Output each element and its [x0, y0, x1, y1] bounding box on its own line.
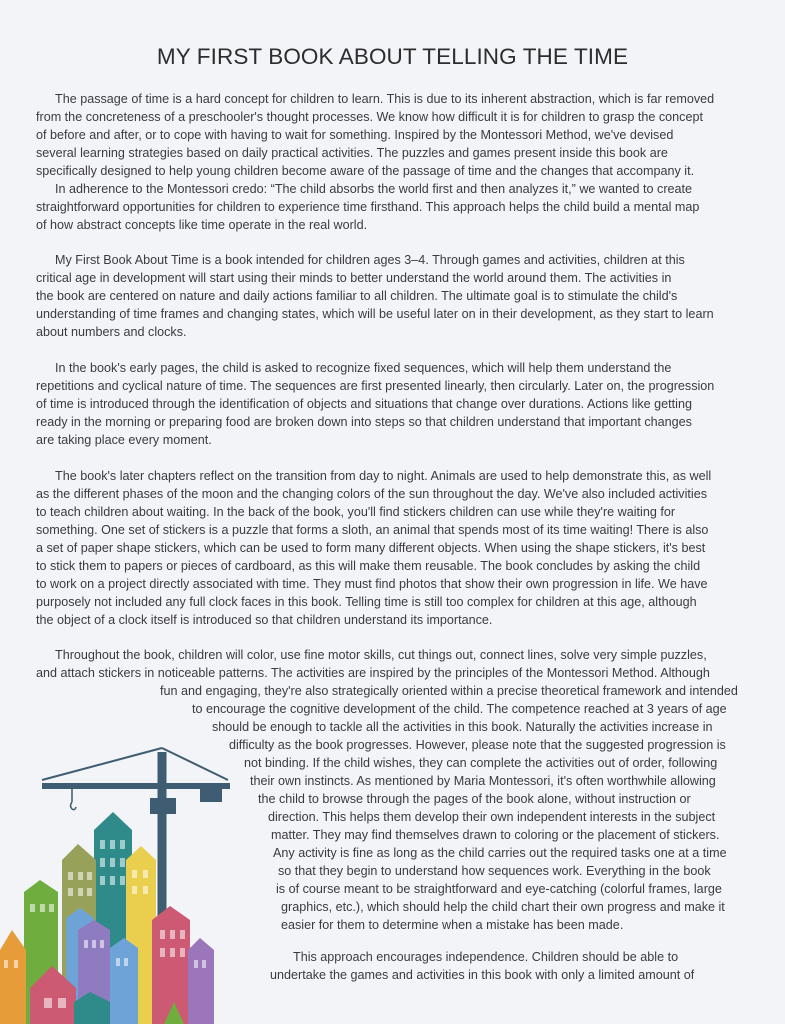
text-line: The passage of time is a hard concept for children to learn. This is due to its inherent abstraction, which is far removed [55, 92, 715, 106]
text-line: direction. This helps them develop their own independent interests in the subject [268, 810, 716, 824]
text-line: Any activity is fine as long as the child carries out the required tasks one at a time [273, 846, 727, 860]
text-line: specifically designed to help young children become aware of the passage of time and the changes that accompany it. [36, 164, 695, 178]
text-line: of before and after, or to cope with having to wait for something. Inspired by the Montessori Method, we've devised [36, 128, 674, 142]
text-line: difficulty as the book progresses. However, please note that the suggested progression is [229, 738, 726, 752]
text-line: and attach stickers in noticeable patterns. The activities are inspired by the principles of the Montessori Method. Although [36, 666, 710, 680]
text-line: about numbers and clocks. [36, 325, 187, 339]
text-line: easier for them to determine when a mistake has been made. [281, 918, 624, 932]
text-line: to work on a project directly associated with time. They must find photos that show their own progression in life. We have [36, 577, 708, 591]
text-line: undertake the games and activities in this book with only a limited amount of [270, 968, 695, 982]
text-line: is of course meant to be straightforward and eye-catching (colorful frames, large [276, 882, 722, 896]
text-line: their own instincts. As mentioned by Maria Montessori, it's often worthwhile allowing [250, 774, 716, 788]
page-title: MY FIRST BOOK ABOUT TELLING THE TIME [156, 44, 629, 69]
text-line: fun and engaging, they're also strategically oriented within a precise theoretical framework and intended [160, 684, 738, 698]
text-line: to stick them to papers or pieces of cardboard, as this will make them reusable. The book concludes by asking the child [36, 559, 701, 573]
text-line: of how abstract concepts like time operate in the real world. [36, 218, 368, 232]
text-line: critical age in development will start using their minds to better understand the world around them. The activities in [36, 271, 672, 285]
text-line: are taking place every moment. [36, 433, 212, 447]
text-line: Throughout the book, children will color, use fine motor skills, cut things out, connect lines, solve very simple puzzles, [55, 648, 707, 662]
text-line: as the different phases of the moon and the changing colors of the sun throughout the day. We've also included activities [36, 487, 708, 501]
text-line: a set of paper shape stickers, which can be used to form many different objects. When using the shape stickers, it's best [36, 541, 706, 555]
text-line: My First Book About Time is a book intended for children ages 3–4. Through games and activities, children at this [55, 253, 685, 267]
text-line: from the concreteness of a preschooler's thought processes. We know how difficult it is for children to grasp the concept [36, 110, 703, 124]
text-line: to encourage the cognitive development of the child. The competence reached at 3 years of age [192, 702, 727, 716]
text-line: the object of a clock itself is introduced so that children understand its importance. [36, 613, 493, 627]
text-line: In the book's early pages, the child is asked to recognize fixed sequences, which will help them understand the [55, 361, 672, 375]
text-line: of time is introduced through the identification of objects and situations that change over durations. Actions like getting [36, 397, 692, 411]
text-line: matter. They may find themselves drawn to coloring or the placement of stickers. [271, 828, 720, 842]
text-line: to teach children about waiting. In the back of the book, you'll find stickers children can use while they're waiting for [36, 505, 676, 519]
text-line: something. One set of stickers is a puzzle that forms a sloth, an animal that spends most of its time waiting! There is also [36, 523, 709, 537]
text-line: so that they begin to understand how sequences work. Everything in the book [278, 864, 711, 878]
text-line: the book are centered on nature and daily actions familiar to all children. The ultimate goal is to stimulate the child's [36, 289, 678, 303]
text-line: The book's later chapters reflect on the transition from day to night. Animals are used to help demonstrate this, as well [55, 469, 712, 483]
text-line: purposely not included any full clock faces in this book. Telling time is still too complex for children at this age, although [36, 595, 697, 609]
text-line: understanding of time frames and changing states, which will be useful later on in their development, as they start to learn [36, 307, 714, 321]
city-crane-icon [0, 740, 235, 1024]
text-line: This approach encourages independence. Children should be able to [293, 950, 679, 964]
text-line: straightforward opportunities for children to experience time firsthand. This approach helps the child build a mental map [36, 200, 700, 214]
text-line: should be enough to tackle all the activities in this book. Naturally the activities increase in [212, 720, 713, 734]
text-line: graphics, etc.), which should help the child chart their own progress and make it [281, 900, 725, 914]
text-line: the child to browse through the pages of the book alone, without instruction or [258, 792, 691, 806]
text-line: not binding. If the child wishes, they can complete the activities out of order, following [244, 756, 718, 770]
text-line: repetitions and cyclical nature of time. The sequences are first presented linearly, then circularly. Later on, the progression [36, 379, 715, 393]
text-line: ready in the morning or preparing food are broken down into steps so that children understand that important changes [36, 415, 692, 429]
city-buildings-icon [0, 812, 214, 1024]
text-line: In adherence to the Montessori credo: “The child absorbs the world first and then analyzes it,” we wanted to create [55, 182, 693, 196]
text-line: several learning strategies based on daily practical activities. The puzzles and games present inside this book are [36, 146, 668, 160]
